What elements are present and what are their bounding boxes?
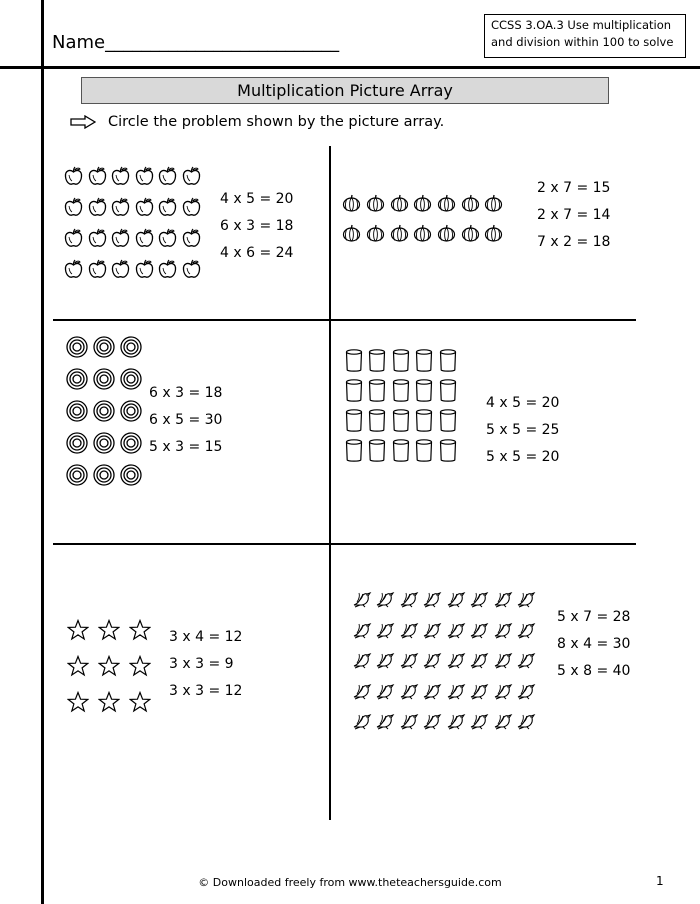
apple-icon xyxy=(180,253,204,284)
concentric-circle-icon xyxy=(117,363,144,395)
concentric-circle-icon xyxy=(63,427,90,459)
apple-icon xyxy=(62,222,86,253)
star-icon xyxy=(124,684,155,720)
answer-choice[interactable]: 3 x 3 = 9 xyxy=(169,656,234,672)
apple-icon xyxy=(180,191,204,222)
pumpkin-icon xyxy=(482,188,506,218)
apple-icon xyxy=(62,191,86,222)
apple-icon xyxy=(156,253,180,284)
apple-icon xyxy=(109,222,133,253)
apple-icon xyxy=(180,222,204,253)
instruction xyxy=(70,114,444,130)
standard-line-2: and division within 100 to solve xyxy=(491,35,674,49)
pumpkin-icon xyxy=(435,218,459,248)
apple-icon xyxy=(86,160,110,191)
page-number: 1 xyxy=(656,874,664,888)
answer-choice[interactable]: 5 x 7 = 28 xyxy=(557,609,631,625)
picture-array-circles xyxy=(63,331,144,491)
answer-choices-2 xyxy=(537,175,610,256)
cup-icon xyxy=(342,376,366,406)
pumpkin-icon xyxy=(411,218,435,248)
bird-icon xyxy=(444,706,468,737)
bird-icon xyxy=(468,706,492,737)
bird-icon xyxy=(515,645,539,676)
cup-icon xyxy=(436,436,460,466)
problem-3 xyxy=(63,331,144,491)
answer-choice[interactable]: 3 x 3 = 12 xyxy=(169,683,243,699)
problem-4 xyxy=(342,346,460,466)
answer-choices-4 xyxy=(486,390,559,471)
apple-icon xyxy=(133,253,157,284)
pumpkin-icon xyxy=(387,188,411,218)
bird-icon xyxy=(515,584,539,615)
answer-choice[interactable]: 8 x 4 = 30 xyxy=(557,636,631,652)
page-title xyxy=(81,77,609,104)
cup-icon xyxy=(436,376,460,406)
bird-icon xyxy=(468,676,492,707)
apple-icon xyxy=(109,253,133,284)
picture-array-apples xyxy=(62,160,203,284)
picture-array-pumpkins xyxy=(340,188,506,248)
answer-choice[interactable]: 6 x 3 = 18 xyxy=(149,385,223,401)
bird-icon xyxy=(350,676,374,707)
concentric-circle-icon xyxy=(63,363,90,395)
bird-icon xyxy=(421,584,445,615)
concentric-circle-icon xyxy=(117,427,144,459)
cup-icon xyxy=(389,376,413,406)
star-icon xyxy=(62,612,93,648)
cup-icon xyxy=(342,406,366,436)
problem-1 xyxy=(62,160,203,284)
answer-choices-3 xyxy=(149,380,222,461)
cup-icon xyxy=(342,346,366,376)
bird-icon xyxy=(491,584,515,615)
apple-icon xyxy=(156,160,180,191)
answer-choice[interactable]: 2 x 7 = 15 xyxy=(537,180,611,196)
concentric-circle-icon xyxy=(90,363,117,395)
bird-icon xyxy=(397,615,421,646)
page-title-text: Multiplication Picture Array xyxy=(237,81,453,100)
bird-icon xyxy=(350,706,374,737)
bird-icon xyxy=(515,615,539,646)
divider-horizontal-1 xyxy=(53,319,636,321)
concentric-circle-icon xyxy=(63,395,90,427)
pumpkin-icon xyxy=(340,188,364,218)
answer-choice[interactable]: 5 x 8 = 40 xyxy=(557,663,631,679)
bird-icon xyxy=(374,615,398,646)
concentric-circle-icon xyxy=(63,459,90,491)
picture-array-birds xyxy=(350,584,538,737)
bird-icon xyxy=(421,676,445,707)
star-icon xyxy=(93,684,124,720)
cup-icon xyxy=(342,436,366,466)
bird-icon xyxy=(374,584,398,615)
star-icon xyxy=(62,684,93,720)
bird-icon xyxy=(515,676,539,707)
bird-icon xyxy=(374,645,398,676)
bird-icon xyxy=(515,706,539,737)
cup-icon xyxy=(389,436,413,466)
picture-array-stars xyxy=(62,612,155,720)
cup-icon xyxy=(413,346,437,376)
cup-icon xyxy=(366,376,390,406)
picture-array-cups xyxy=(342,346,460,466)
answer-choice[interactable]: 6 x 3 = 18 xyxy=(220,218,294,234)
answer-choices-5 xyxy=(169,624,242,705)
bird-icon xyxy=(491,676,515,707)
apple-icon xyxy=(109,191,133,222)
bird-icon xyxy=(374,706,398,737)
apple-icon xyxy=(156,222,180,253)
standard-box xyxy=(484,14,686,58)
name-field-label: Name__________________________ xyxy=(52,32,340,53)
star-icon xyxy=(93,648,124,684)
problem-5 xyxy=(62,612,155,720)
divider-horizontal-2 xyxy=(53,543,636,545)
star-icon xyxy=(93,612,124,648)
answer-choice[interactable]: 6 x 5 = 30 xyxy=(149,412,223,428)
cup-icon xyxy=(366,436,390,466)
bird-icon xyxy=(350,645,374,676)
apple-icon xyxy=(62,253,86,284)
bird-icon xyxy=(421,615,445,646)
divider-vertical xyxy=(329,146,331,820)
cup-icon xyxy=(366,406,390,436)
apple-icon xyxy=(156,191,180,222)
arrow-right-outline-icon xyxy=(70,115,96,129)
apple-icon xyxy=(86,222,110,253)
standard-line-1: CCSS 3.OA.3 Use multiplication xyxy=(491,18,672,32)
apple-icon xyxy=(86,191,110,222)
cup-icon xyxy=(413,406,437,436)
concentric-circle-icon xyxy=(90,427,117,459)
instruction-text: Circle the problem shown by the picture array. xyxy=(108,114,445,130)
bird-icon xyxy=(468,584,492,615)
bird-icon xyxy=(397,645,421,676)
answer-choices-1 xyxy=(220,186,293,267)
cup-icon xyxy=(436,346,460,376)
answer-choice[interactable]: 5 x 5 = 20 xyxy=(486,449,560,465)
answer-choice[interactable]: 5 x 5 = 25 xyxy=(486,422,560,438)
concentric-circle-icon xyxy=(90,459,117,491)
apple-icon xyxy=(86,253,110,284)
bird-icon xyxy=(491,706,515,737)
bird-icon xyxy=(397,706,421,737)
cup-icon xyxy=(413,436,437,466)
bird-icon xyxy=(421,645,445,676)
bird-icon xyxy=(444,645,468,676)
concentric-circle-icon xyxy=(63,331,90,363)
bird-icon xyxy=(350,615,374,646)
concentric-circle-icon xyxy=(117,331,144,363)
bird-icon xyxy=(350,584,374,615)
pumpkin-icon xyxy=(458,218,482,248)
pumpkin-icon xyxy=(340,218,364,248)
answer-choice[interactable]: 3 x 4 = 12 xyxy=(169,629,243,645)
bird-icon xyxy=(397,584,421,615)
problem-6 xyxy=(350,584,538,737)
cup-icon xyxy=(366,346,390,376)
apple-icon xyxy=(180,160,204,191)
bird-icon xyxy=(444,676,468,707)
header-rule xyxy=(0,66,700,69)
answer-choice[interactable]: 5 x 3 = 15 xyxy=(149,439,223,455)
apple-icon xyxy=(133,191,157,222)
bird-icon xyxy=(421,706,445,737)
cup-icon xyxy=(413,376,437,406)
pumpkin-icon xyxy=(364,188,388,218)
apple-icon xyxy=(133,160,157,191)
apple-icon xyxy=(62,160,86,191)
answer-choices-6 xyxy=(557,604,630,685)
pumpkin-icon xyxy=(411,188,435,218)
footer-text: © Downloaded freely from www.theteachersguide.com xyxy=(198,876,502,889)
answer-choice[interactable]: 7 x 2 = 18 xyxy=(537,234,611,250)
bird-icon xyxy=(491,615,515,646)
pumpkin-icon xyxy=(482,218,506,248)
bird-icon xyxy=(491,645,515,676)
answer-choice[interactable]: 2 x 7 = 14 xyxy=(537,207,611,223)
concentric-circle-icon xyxy=(117,395,144,427)
concentric-circle-icon xyxy=(90,395,117,427)
pumpkin-icon xyxy=(387,218,411,248)
concentric-circle-icon xyxy=(90,331,117,363)
bird-icon xyxy=(374,676,398,707)
answer-choice[interactable]: 4 x 5 = 20 xyxy=(486,395,560,411)
problem-2 xyxy=(340,188,506,248)
pumpkin-icon xyxy=(435,188,459,218)
bird-icon xyxy=(444,584,468,615)
pumpkin-icon xyxy=(364,218,388,248)
answer-choice[interactable]: 4 x 6 = 24 xyxy=(220,245,294,261)
concentric-circle-icon xyxy=(117,459,144,491)
bird-icon xyxy=(444,615,468,646)
cup-icon xyxy=(389,346,413,376)
bird-icon xyxy=(468,645,492,676)
apple-icon xyxy=(109,160,133,191)
cup-icon xyxy=(436,406,460,436)
pumpkin-icon xyxy=(458,188,482,218)
star-icon xyxy=(62,648,93,684)
cup-icon xyxy=(389,406,413,436)
star-icon xyxy=(124,612,155,648)
margin-line xyxy=(41,0,44,904)
star-icon xyxy=(124,648,155,684)
bird-icon xyxy=(468,615,492,646)
apple-icon xyxy=(133,222,157,253)
answer-choice[interactable]: 4 x 5 = 20 xyxy=(220,191,294,207)
bird-icon xyxy=(397,676,421,707)
